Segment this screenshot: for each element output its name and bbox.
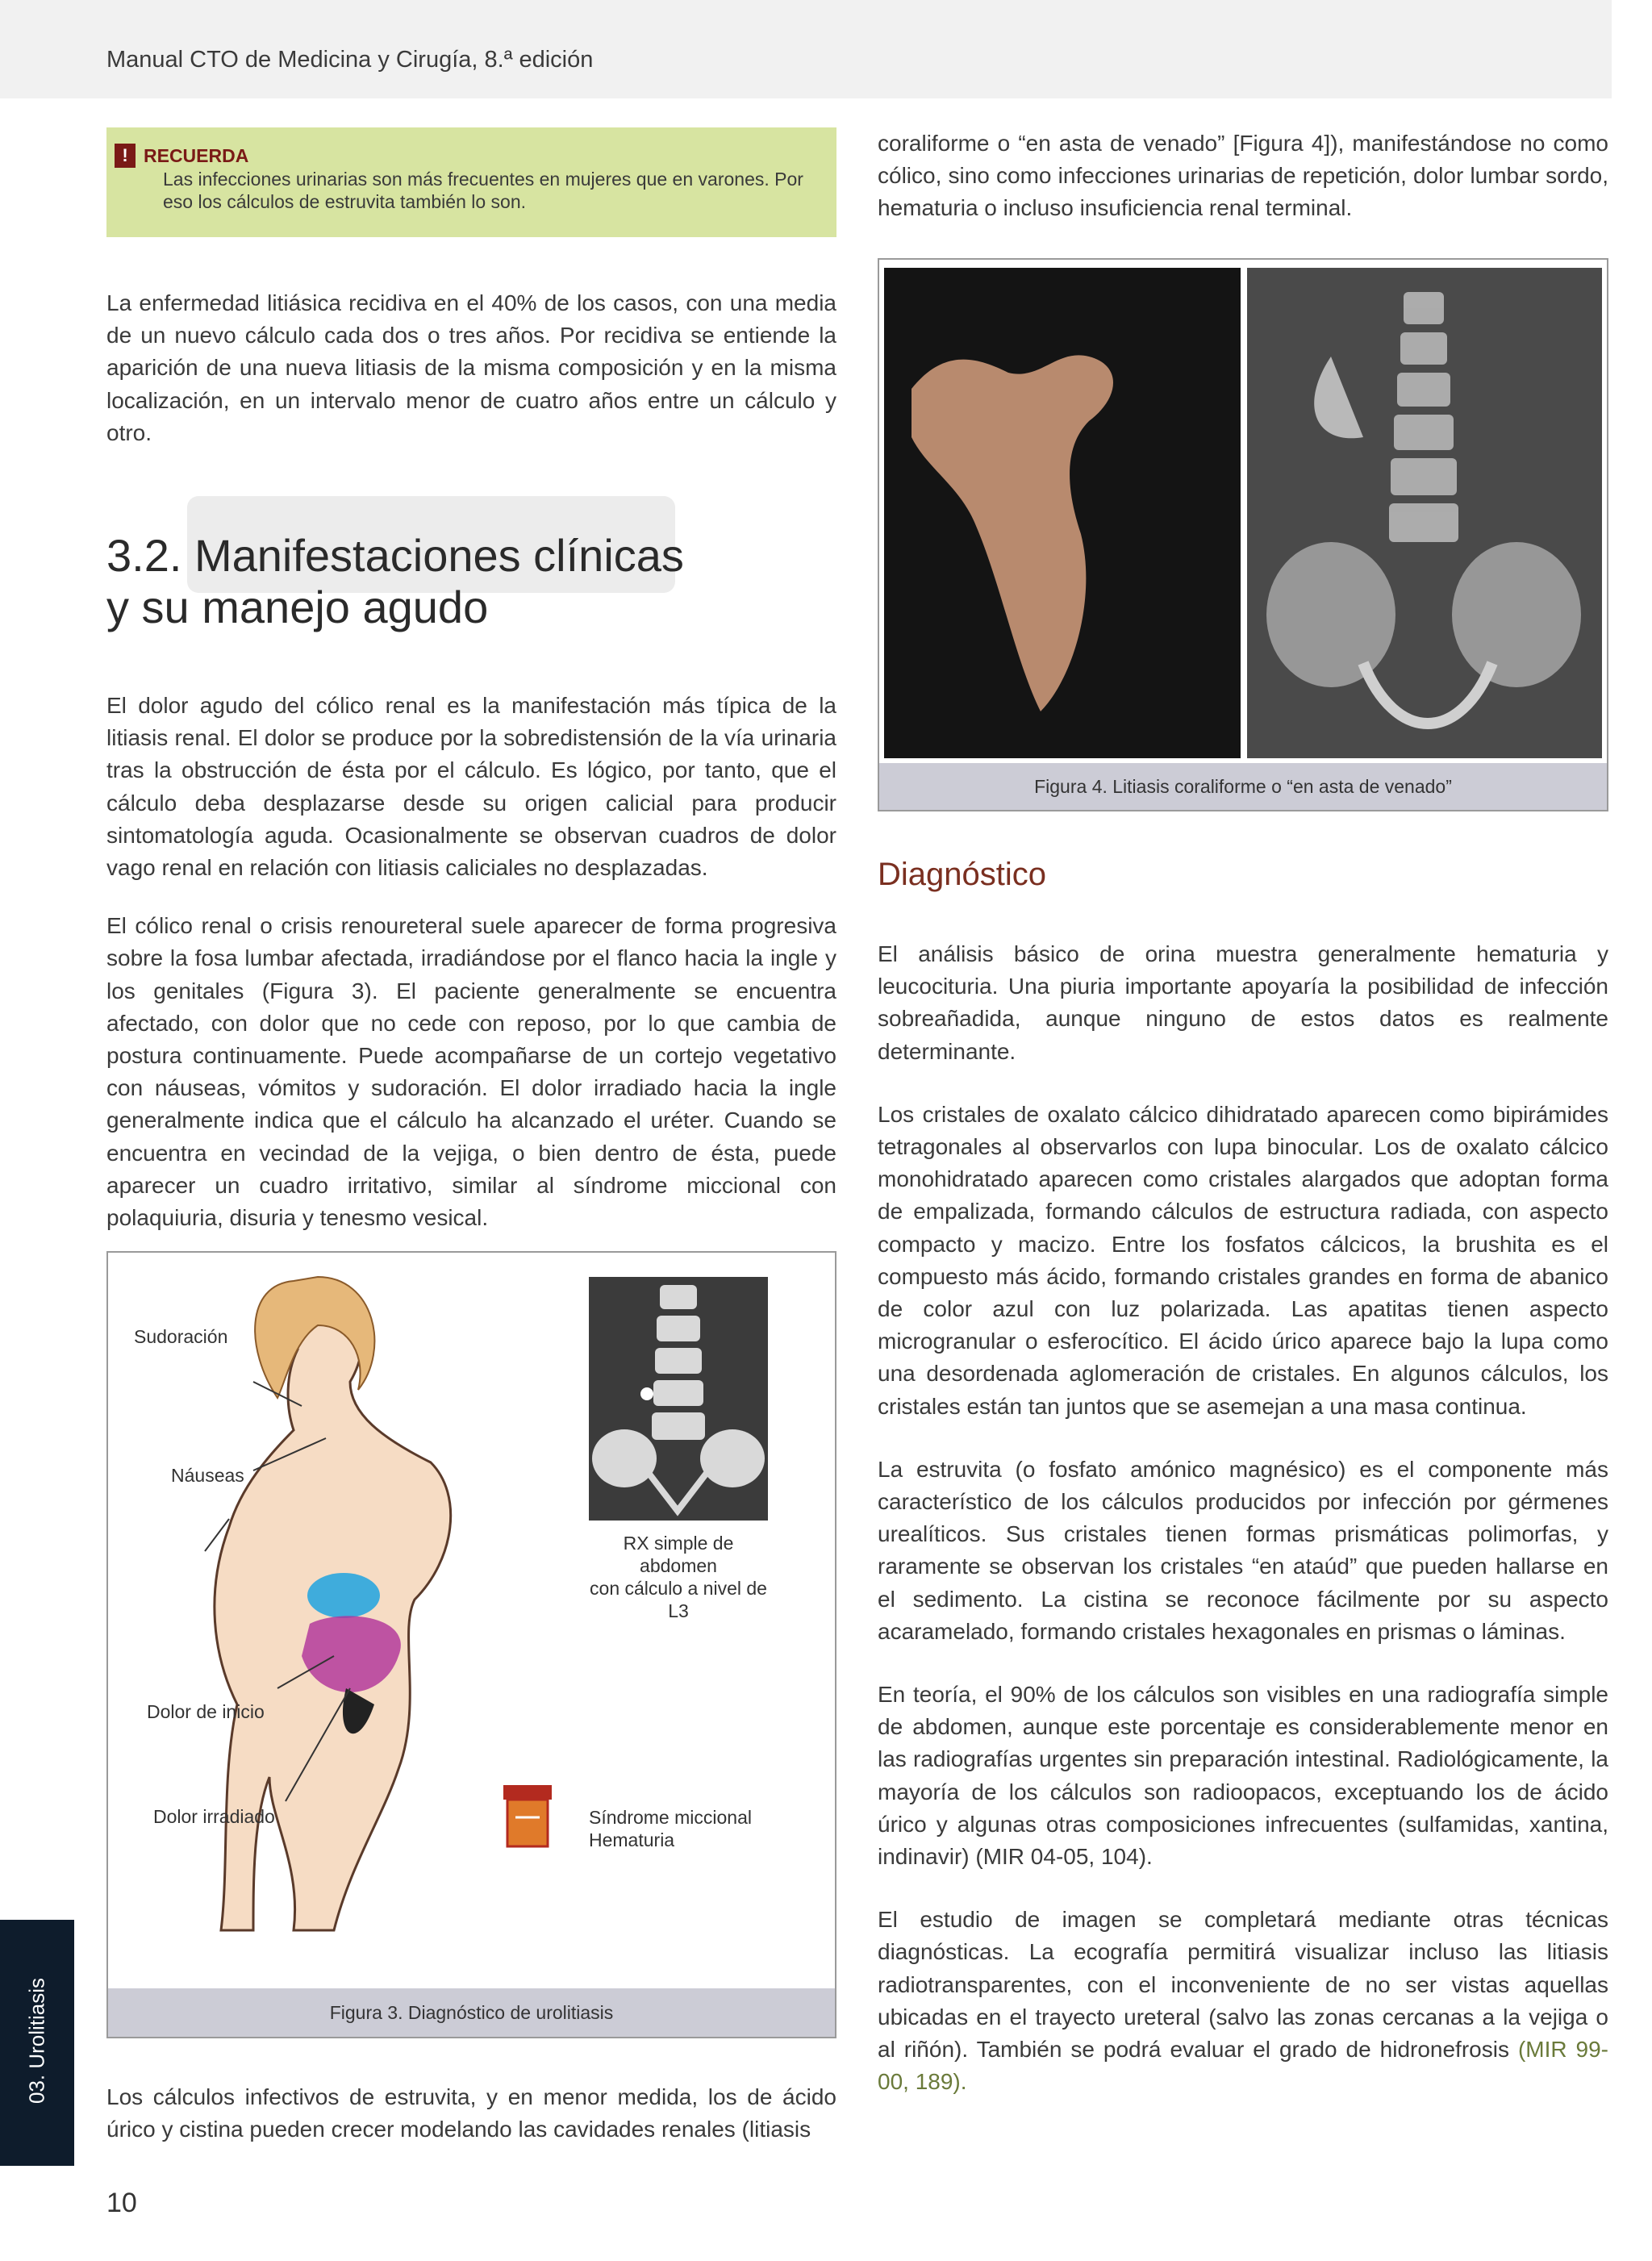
paragraph-calculos-infectivos: Los cálculos infectivos de estruvita, y en menor medida, los de ácido úrico y cistina pueden crecer modelando las cavidades renales (litiasis	[106, 2084, 836, 2142]
diagnostico-title: Diagnóstico	[878, 857, 1047, 892]
section-title-line-1: 3.2. Manifestaciones clínicas	[106, 530, 684, 582]
paragraph-imagen-text: El estudio de imagen se completará mediante otras técnicas diagnósticas. La ecografía permitirá visualizar incluso las litiasis radiotransparentes, con el inconveniente de no ser vistas aquellas ubicadas en el trayecto ureteral (salvo las zonas cercanas a la vejiga o al riñón). También se podrá evaluar el grado de hidronefrosis	[878, 1907, 1608, 2063]
figure-3-caption: Figura 3. Diagnóstico de urolitiasis	[108, 1988, 835, 2037]
label-sindrome	[589, 1806, 752, 1851]
running-title: Manual CTO de Medicina y Cirugía, 8.ª edición	[106, 47, 594, 73]
label-nauseas: Náuseas	[171, 1465, 244, 1486]
label-sindrome-line-1: Síndrome miccional	[589, 1807, 752, 1828]
page-number: 10	[106, 2188, 137, 2218]
exclamation-icon: !	[115, 144, 136, 168]
right-column	[878, 127, 1608, 225]
recuerda-text: Las infecciones urinarias son más frecuentes en mujeres que en varones. Por eso los cálculos de estruvita también lo son.	[163, 169, 803, 212]
left-column	[106, 127, 836, 1234]
xray-pelvis-left	[1266, 542, 1395, 687]
label-dolor-irradiado: Dolor irradiado	[153, 1806, 275, 1827]
xray-pelvis-right	[1452, 542, 1581, 687]
paragraph-estruvita: La estruvita (o fosfato amónico magnésico) es el componente más característico de los cálculos producidos por infección por gérmenes urealíticos. Sus cristales tienen formas prismáticas polimorfas, y raramente se observan los cristales “en ataúd” que pueden hallarse en el sedimento. La cistina se reconoce fácilmente por su aspecto acaramelado, formando cristales hexagonales en prismas o láminas.	[878, 1456, 1608, 1644]
figure-4-caption: Figura 4. Litiasis coraliforme o “en asta de venado”	[879, 763, 1607, 810]
chapter-tab	[0, 1920, 74, 2166]
pain-origin-mark	[307, 1573, 380, 1618]
right-column-lower	[878, 857, 1608, 2099]
paragraph-analisis-orina: El análisis básico de orina muestra generalmente hematuria y leucocituria. Una piuria importante apoyaría la posibilidad de infección sobreañadida, aunque ninguno de estos datos es realmente determinante.	[878, 941, 1608, 1064]
paragraph-dolor-agudo: El dolor agudo del cólico renal es la manifestación más típica de la litiasis renal. El dolor se produce por la sobredistensión de la vía urinaria tras la obstrucción de ésta por el cálculo. Es lógico, por tanto, que el cálculo deba desplazarse desde su origen calicial para producir sintomatología aguda. Ocasionalmente se observan cuadros de dolor vago renal en relación con litiasis caliciales no desplazadas.	[106, 693, 836, 881]
paragraph-recidiva: La enfermedad litiásica recidiva en el 40% de los casos, con una media de un nuevo cálculo cada dos o tres años. Por recidiva se entiende la aparición de una nueva litiasis de la misma composición y en la misma localización, en un intervalo menor de cuatro años entre un cálculo y otro.	[106, 290, 836, 445]
paragraph-imagen	[878, 1904, 1608, 2098]
label-rx-line-2: con cálculo a nivel de L3	[590, 1578, 767, 1621]
section-title-line-2: y su manejo agudo	[106, 582, 489, 633]
urine-sample-icon	[503, 1785, 552, 1846]
label-rx-line-1: RX simple de abdomen	[623, 1533, 734, 1576]
paragraph-colico-renal: El cólico renal o crisis renoureteral suele aparecer de forma progresiva sobre la fosa lumbar afectada, irradiándose por el flanco hacia la ingle y los genitales (Figura 3). El paciente generalmente se encuentra afectado, con dolor que no cede con reposo, por lo que cambia de postura continuamente. Puede acompañarse de un cortejo vegetativo con náuseas, vómitos y sudoración. El dolor irradiado hacia la ingle generalmente indica que el cálculo ha alcanzado el uréter. Cuando se encuentra en vecindad de la vejiga, o bien dentro de ésta, puede aparecer un cuadro irritativo, similar al síndrome miccional con polaquiuria, disuria y tenesmo vesical.	[106, 913, 836, 1231]
section-title	[106, 530, 836, 633]
paragraph-radiografia: En teoría, el 90% de los cálculos son visibles en una radiografía simple de abdomen, aunque este porcentaje es considerablemente menor en las radiografías urgentes sin preparación intestinal. Radiológicamente, la mayoría de los cálculos son radioopacos, exceptuando los de ácido úrico y algunas otras composiciones infrecuentes (sulfamidas, xantina, indinavir) (MIR 04-05, 104).	[878, 1682, 1608, 1870]
chapter-tab-label: 03. Urolitiasis	[24, 1977, 49, 2105]
label-sindrome-line-2: Hematuria	[589, 1829, 675, 1850]
recuerda-title: RECUERDA	[144, 144, 249, 166]
recuerda-box	[106, 127, 836, 237]
label-rx	[589, 1532, 768, 1622]
figure-4	[878, 258, 1608, 811]
figure-4-images	[879, 260, 1607, 765]
label-dolor-inicio: Dolor de inicio	[147, 1701, 265, 1722]
label-sudoracion: Sudoración	[134, 1326, 228, 1347]
rx-stone-mark	[640, 1387, 653, 1400]
paragraph-cristales: Los cristales de oxalato cálcico dihidratado aparecen como bipirámides tetragonales al observarlos con lupa binocular. Los de oxalato cálcico monohidratado aparecen como cristales alargados que adoptan forma de empalizada, formando cálculos de estructura radiada, con aspecto compacto y macizo. Entre los fosfatos cálcicos, la brushita es el compuesto más ácido, formando cristales grandes en forma de abanico de color azul con luz polarizada. Las apatitas tienen aspecto microgranular o esferocítico. El ácido úrico aparece bajo la lupa como una desordenada aglomeración de cristales. En algunos cálculos, los cristales están tan juntos que se asemejan a una masa continua.	[878, 1101, 1608, 1419]
figure-3	[106, 1251, 836, 2038]
mir-reference: (MIR 99-00, 189).	[878, 2037, 1609, 2095]
paragraph-coraliforme: coraliforme o “en asta de venado” [Figura 4]), manifestándose no como cólico, sino como infecciones urinarias de repetición, dolor lumbar sordo, hematuria o incluso insuficiencia renal terminal.	[878, 131, 1608, 221]
